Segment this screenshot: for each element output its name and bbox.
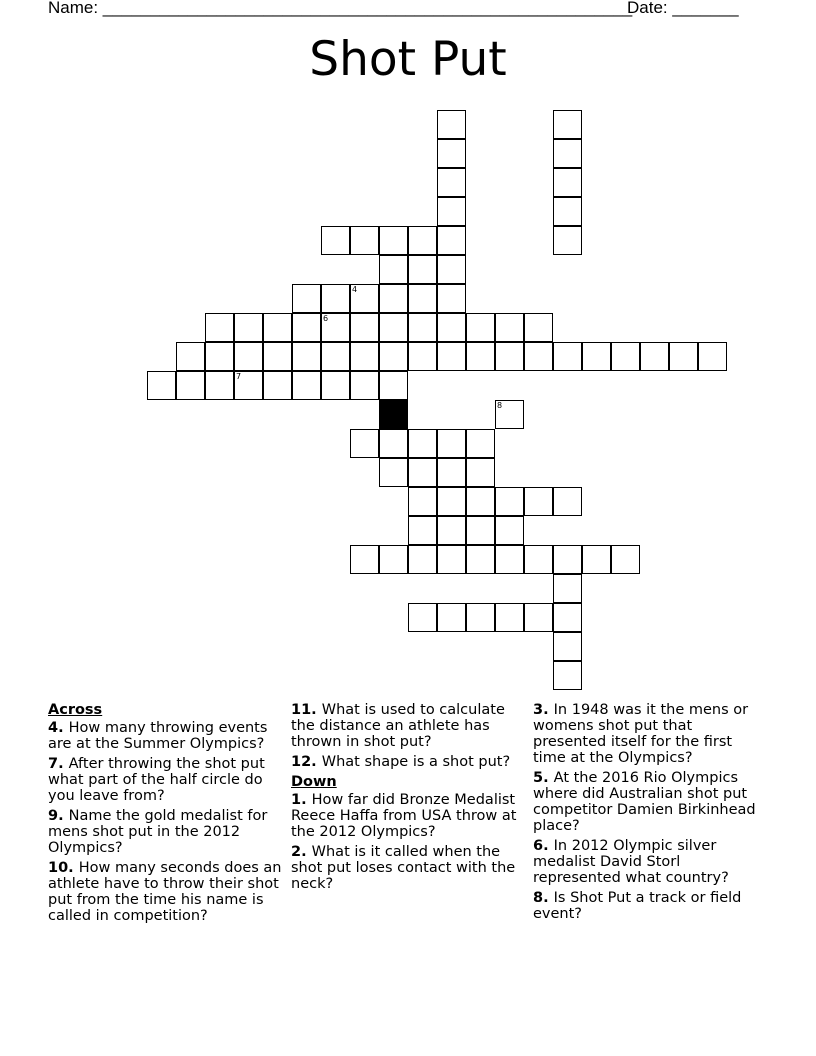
clue-text: What shape is a shot put? — [321, 754, 511, 770]
crossword-cell[interactable] — [611, 342, 640, 371]
crossword-cell[interactable] — [553, 545, 582, 574]
clue-number: 6 — [323, 314, 329, 323]
clue-num: 7. — [48, 756, 69, 772]
crossword-cell[interactable] — [437, 313, 466, 342]
crossword-cell[interactable] — [292, 342, 321, 371]
clue — [48, 756, 283, 804]
clue-num: 4. — [48, 720, 69, 736]
crossword-cell[interactable] — [495, 516, 524, 545]
crossword-cell[interactable] — [234, 342, 263, 371]
crossword-cell[interactable] — [408, 458, 437, 487]
page-title: Shot Put — [309, 32, 507, 87]
crossword-cell[interactable] — [321, 313, 350, 342]
crossword-cell[interactable] — [263, 342, 292, 371]
crossword-cell[interactable] — [553, 110, 582, 139]
crossword-cell[interactable] — [292, 284, 321, 313]
crossword-cell[interactable] — [379, 371, 408, 400]
crossword-cell[interactable] — [524, 545, 553, 574]
clue-num: 12. — [291, 754, 322, 770]
clue-text: Is Shot Put a track or field event? — [533, 890, 742, 922]
crossword-cell[interactable] — [524, 313, 553, 342]
date-field[interactable]: Date: _______ — [627, 0, 739, 17]
clue — [533, 702, 768, 766]
crossword-cell[interactable] — [437, 255, 466, 284]
crossword-cell[interactable] — [495, 487, 524, 516]
clue-number: 8 — [497, 401, 503, 410]
crossword-cell[interactable] — [408, 255, 437, 284]
clue-number: 7 — [236, 372, 242, 381]
crossword-cell[interactable] — [437, 139, 466, 168]
crossword-cell[interactable] — [698, 342, 727, 371]
crossword-cell[interactable] — [234, 371, 263, 400]
crossword-cell[interactable] — [350, 342, 379, 371]
clue-num: 11. — [291, 702, 322, 718]
crossword-cell[interactable] — [350, 226, 379, 255]
crossword-cell[interactable] — [205, 371, 234, 400]
crossword-cell[interactable] — [379, 342, 408, 371]
crossword-cell[interactable] — [553, 197, 582, 226]
clue — [533, 838, 768, 886]
clue-num: 6. — [533, 838, 554, 854]
crossword-cell[interactable] — [437, 603, 466, 632]
crossword-cell[interactable] — [263, 313, 292, 342]
crossword-cell[interactable] — [408, 342, 437, 371]
clue-num: 3. — [533, 702, 554, 718]
crossword-cell[interactable] — [408, 429, 437, 458]
clue-text: At the 2016 Rio Olympics where did Australian shot put competitor Damien Birkinhead place? — [533, 770, 756, 834]
clue-text: What is used to calculate the distance an athlete has thrown in shot put? — [291, 702, 505, 750]
crossword-cell[interactable] — [640, 342, 669, 371]
clue-text: After throwing the shot put what part of the half circle do you leave from? — [48, 756, 265, 804]
crossword-cell[interactable] — [408, 603, 437, 632]
crossword-cell[interactable] — [495, 545, 524, 574]
crossword-cell[interactable] — [408, 516, 437, 545]
crossword-cell[interactable] — [379, 313, 408, 342]
crossword-cell[interactable] — [553, 487, 582, 516]
crossword-cell[interactable] — [495, 342, 524, 371]
crossword-cell[interactable] — [234, 313, 263, 342]
clue-num: 5. — [533, 770, 554, 786]
crossword-cell[interactable] — [553, 168, 582, 197]
crossword-cell[interactable] — [379, 545, 408, 574]
clue-num: 8. — [533, 890, 554, 906]
crossword-cell[interactable] — [408, 487, 437, 516]
crossword-cell[interactable] — [582, 342, 611, 371]
clue-text: What is it called when the shot put loses contact with the neck? — [291, 844, 516, 892]
crossword-cell[interactable] — [437, 429, 466, 458]
crossword-cell[interactable] — [466, 313, 495, 342]
clue-text: How far did Bronze Medalist Reece Haffa from USA throw at the 2012 Olympics? — [291, 792, 517, 840]
crossword-cell[interactable] — [582, 545, 611, 574]
crossword-cell[interactable] — [205, 313, 234, 342]
crossword-cell[interactable] — [437, 545, 466, 574]
crossword-cell[interactable] — [350, 429, 379, 458]
crossword-cell[interactable] — [350, 284, 379, 313]
crossword-cell[interactable] — [379, 255, 408, 284]
crossword-cell[interactable] — [553, 603, 582, 632]
crossword-cell[interactable] — [408, 545, 437, 574]
crossword-cell[interactable] — [466, 458, 495, 487]
crossword-cell[interactable] — [292, 371, 321, 400]
clue-text: In 2012 Olympic silver medalist David Storl represented what country? — [533, 838, 729, 886]
crossword-cell[interactable] — [176, 342, 205, 371]
crossword-cell[interactable] — [176, 371, 205, 400]
clue-num: 9. — [48, 808, 69, 824]
crossword-cell[interactable] — [437, 516, 466, 545]
crossword-cell[interactable] — [466, 545, 495, 574]
crossword-cell[interactable] — [263, 371, 292, 400]
clue-num: 2. — [291, 844, 312, 860]
crossword-cell[interactable] — [350, 313, 379, 342]
clue-num: 1. — [291, 792, 312, 808]
crossword-cell[interactable] — [437, 226, 466, 255]
crossword-cell[interactable] — [379, 429, 408, 458]
crossword-cell[interactable] — [466, 342, 495, 371]
crossword-cell[interactable] — [437, 487, 466, 516]
crossword-cell[interactable] — [147, 371, 176, 400]
crossword-cell[interactable] — [553, 632, 582, 661]
clue — [533, 770, 768, 834]
clue-text: Name the gold medalist for mens shot put in the 2012 Olympics? — [48, 808, 268, 856]
crossword-cell[interactable] — [524, 342, 553, 371]
crossword-cell[interactable] — [321, 371, 350, 400]
clues-column-1 — [48, 702, 283, 928]
crossword-cell[interactable] — [524, 603, 553, 632]
crossword-cell[interactable] — [350, 371, 379, 400]
across-heading: Across — [48, 702, 103, 718]
crossword-cell[interactable] — [466, 429, 495, 458]
clue — [291, 702, 526, 750]
clue — [291, 754, 526, 770]
clue-number: 4 — [352, 285, 358, 294]
crossword-cell[interactable] — [437, 342, 466, 371]
crossword-cell[interactable] — [611, 545, 640, 574]
crossword-cell[interactable] — [408, 284, 437, 313]
crossword-cell[interactable] — [321, 284, 350, 313]
crossword-cell[interactable] — [205, 342, 234, 371]
clue — [291, 792, 526, 840]
crossword-cell[interactable] — [408, 226, 437, 255]
crossword-cell[interactable] — [495, 603, 524, 632]
crossword-cell[interactable] — [437, 197, 466, 226]
crossword-cell[interactable] — [553, 342, 582, 371]
crossword-cell[interactable] — [495, 400, 524, 429]
clue — [291, 844, 526, 892]
crossword-cell[interactable] — [553, 661, 582, 690]
clues-column-3 — [533, 702, 768, 926]
crossword-cell[interactable] — [292, 313, 321, 342]
crossword-cell[interactable] — [437, 110, 466, 139]
crossword-cell[interactable] — [495, 313, 524, 342]
crossword-cell[interactable] — [466, 603, 495, 632]
crossword-cell[interactable] — [321, 342, 350, 371]
clue — [48, 860, 283, 924]
crossword-cell[interactable] — [553, 574, 582, 603]
crossword-cell[interactable] — [553, 226, 582, 255]
clue-text: How many throwing events are at the Summer Olympics? — [48, 720, 268, 752]
clue-text: In 1948 was it the mens or womens shot put that presented itself for the first time at the Olympics? — [533, 702, 749, 766]
crossword-cell[interactable] — [466, 516, 495, 545]
clues-column-2 — [291, 702, 526, 896]
crossword-cell[interactable] — [466, 487, 495, 516]
clue-num: 10. — [48, 860, 79, 876]
black-cell — [379, 400, 408, 429]
crossword-cell[interactable] — [379, 284, 408, 313]
crossword-cell[interactable] — [379, 458, 408, 487]
crossword-cell[interactable] — [437, 458, 466, 487]
clue — [48, 808, 283, 856]
clue — [48, 720, 283, 752]
name-field[interactable]: Name: ________________________________________________________ — [48, 0, 633, 17]
crossword-cell[interactable] — [437, 168, 466, 197]
crossword-cell[interactable] — [524, 487, 553, 516]
crossword-cell[interactable] — [350, 545, 379, 574]
crossword-cell[interactable] — [379, 226, 408, 255]
crossword-cell[interactable] — [553, 139, 582, 168]
down-heading: Down — [291, 774, 337, 790]
clue-text: How many seconds does an athlete have to throw their shot put from the time his name is called in competition? — [48, 860, 282, 924]
clue — [533, 890, 768, 922]
crossword-cell[interactable] — [437, 284, 466, 313]
crossword-cell[interactable] — [669, 342, 698, 371]
crossword-cell[interactable] — [321, 226, 350, 255]
crossword-cell[interactable] — [408, 313, 437, 342]
